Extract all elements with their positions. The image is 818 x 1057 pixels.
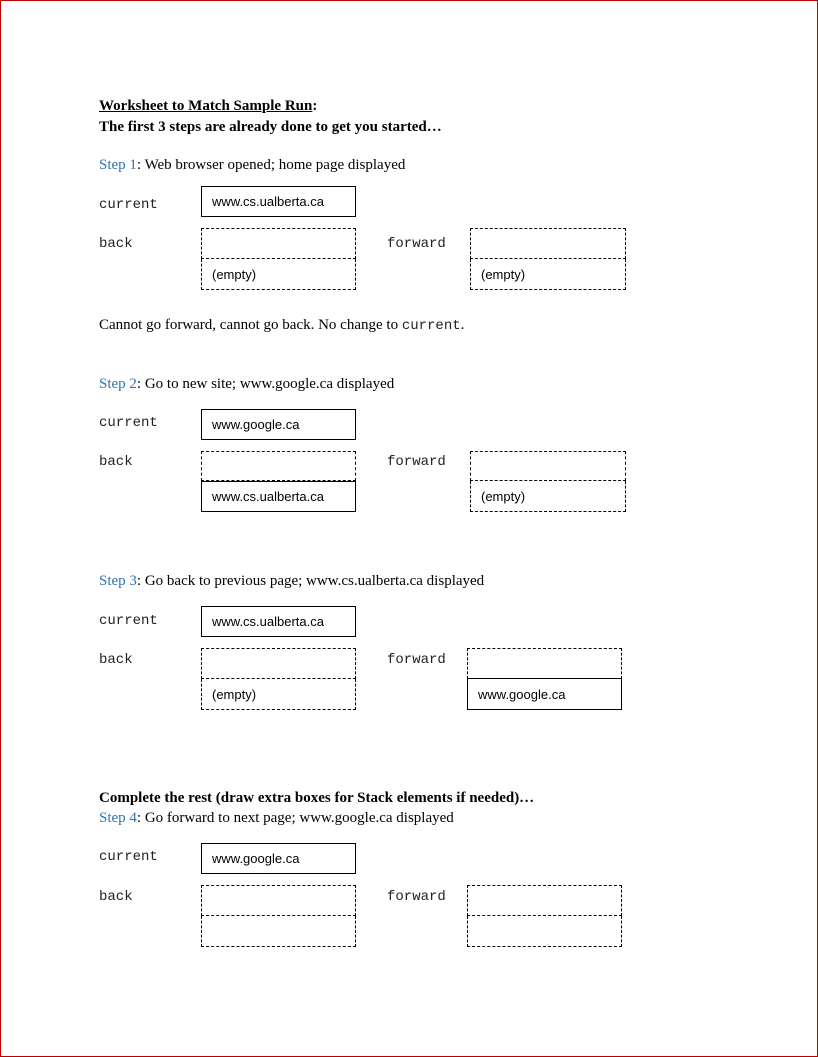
step-3-back-bottom: (empty) (201, 679, 356, 710)
step-4-current-box: www.google.ca (201, 843, 356, 874)
step-4-forward-top[interactable] (467, 885, 622, 916)
step-4-back-bottom[interactable] (201, 916, 356, 947)
worksheet-title: Worksheet to Match Sample Run: (99, 98, 318, 114)
step-2-forward-bottom: (empty) (470, 481, 626, 512)
step-3-forward-bottom: www.google.ca (467, 678, 622, 710)
step-3-forward-label: forward (387, 652, 446, 668)
step-1-forward-top (470, 228, 626, 259)
step-1-heading: Step 1: Web browser opened; home page displayed (99, 157, 406, 173)
step-3-back-top (201, 648, 356, 679)
complete-rest-heading: Complete the rest (draw extra boxes for Stack elements if needed)… (99, 790, 535, 806)
step-3-current-box: www.cs.ualberta.ca (201, 606, 356, 637)
step-3-forward-top (467, 648, 622, 679)
step-4-back-top[interactable] (201, 885, 356, 916)
step-1-back-bottom: (empty) (201, 259, 356, 290)
worksheet-subtitle: The first 3 steps are already done to get you started… (99, 119, 442, 135)
step-1-back-label: back (99, 236, 133, 252)
step-2-heading: Step 2: Go to new site; www.google.ca displayed (99, 376, 395, 392)
step-1-current-box: www.cs.ualberta.ca (201, 186, 356, 217)
step-1-note: Cannot go forward, cannot go back. No change to current. (99, 317, 465, 334)
step-1-forward-bottom: (empty) (470, 259, 626, 290)
step-4-back-label: back (99, 889, 133, 905)
step-3-heading: Step 3: Go back to previous page; www.cs.ualberta.ca displayed (99, 573, 485, 589)
step-1-back-top (201, 228, 356, 259)
step-2-current-label: current (99, 415, 158, 431)
step-2-current-box: www.google.ca (201, 409, 356, 440)
step-3-current-label: current (99, 613, 158, 629)
step-2-back-label: back (99, 454, 133, 470)
step-4-forward-bottom[interactable] (467, 916, 622, 947)
step-1-current-label: current (99, 197, 158, 213)
step-2-back-bottom: www.cs.ualberta.ca (201, 481, 356, 512)
step-4-current-label: current (99, 849, 158, 865)
step-3-back-label: back (99, 652, 133, 668)
step-4-forward-label: forward (387, 889, 446, 905)
step-2-forward-label: forward (387, 454, 446, 470)
step-2-forward-top (470, 451, 626, 481)
step-1-forward-label: forward (387, 236, 446, 252)
step-2-back-top (201, 451, 356, 481)
step-4-heading: Step 4: Go forward to next page; www.google.ca displayed (99, 810, 454, 826)
